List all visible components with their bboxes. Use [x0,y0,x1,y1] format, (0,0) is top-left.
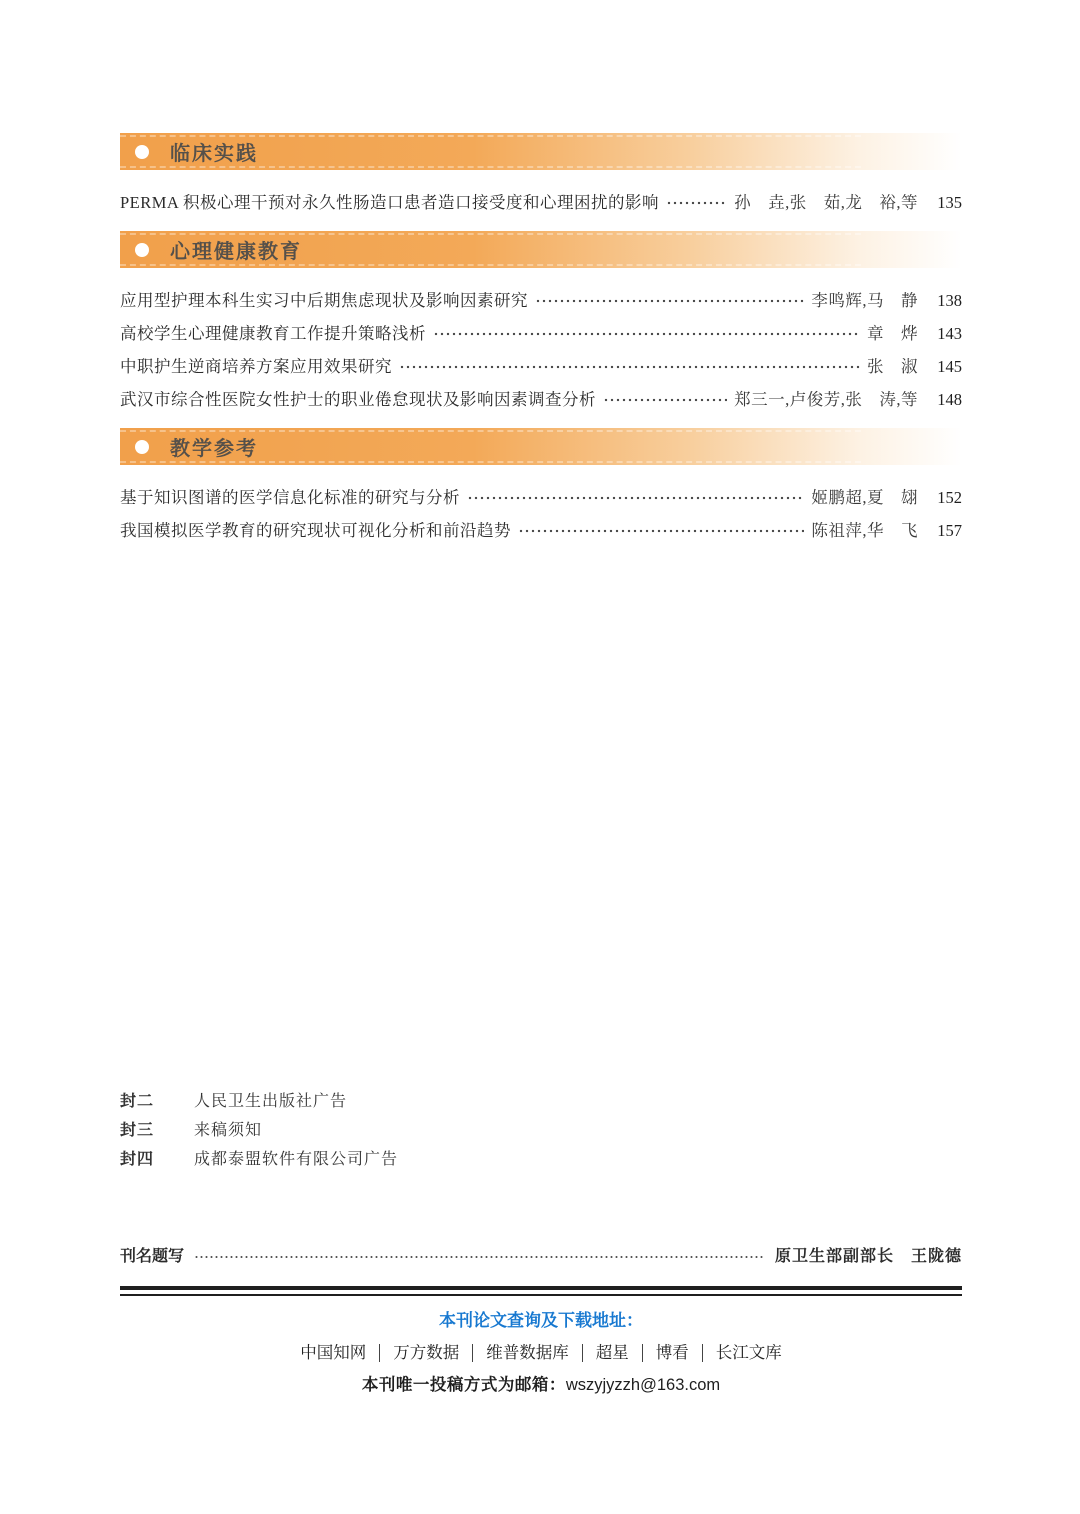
cover-text: 来稿须知 [194,1122,263,1139]
dot-leader [467,494,804,502]
cover-row [120,1087,962,1116]
article-title: 我国模拟医学教育的研究现状可视化分析和前沿趋势 [120,521,511,540]
circle-bullet-icon [135,440,149,454]
submission-email: wszyjyzzh@163.com [565,1376,721,1394]
article-title: 武汉市综合性医院女性护士的职业倦怠现状及影响因素调查分析 [120,390,596,409]
article-row [120,186,962,219]
dot-leader [399,363,860,371]
dot-leader [535,297,804,305]
section-teaching-reference [120,428,962,547]
cover-label: 封二 [120,1093,155,1110]
database-item: 长江文库 [715,1344,782,1362]
dot-leader [433,330,860,338]
cover-row [120,1145,962,1174]
article-page-number: 138 [937,291,962,310]
article-authors: 张 淑 [867,357,918,376]
section-header-mental-health-education [120,231,962,268]
dot-leader [194,1254,765,1260]
article-authors: 郑三一,卢俊芳,张 涛,等 [734,390,918,409]
database-item: 超星 [583,1344,643,1362]
article-page-number: 152 [937,488,962,507]
article-authors: 姬鹏超,夏 翃 [811,488,918,507]
article-authors: 孙 垚,张 茹,龙 裕,等 [734,193,918,212]
section-header-teaching-reference [120,428,962,465]
dot-leader [518,527,804,535]
double-rule-divider [120,1286,962,1296]
article-row [120,317,962,350]
footer-submission-line [120,1372,962,1398]
article-title: 中职护生逆商培养方案应用效果研究 [120,357,392,376]
article-title: 基于知识图谱的医学信息化标准的研究与分析 [120,488,460,507]
cover-listings [120,1087,962,1174]
database-item: 中国知网 [287,1344,380,1362]
footer [120,1308,962,1398]
article-page-number: 157 [937,521,962,540]
section-title: 教学参考 [170,438,258,460]
section-clinical-practice [120,133,962,219]
footer-database-list [120,1340,962,1366]
submission-label: 本刊唯一投稿方式为邮箱： [361,1376,566,1394]
article-title: 高校学生心理健康教育工作提升策略浅析 [120,324,426,343]
article-title: 应用型护理本科生实习中后期焦虑现状及影响因素研究 [120,291,528,310]
section-title: 心理健康教育 [170,241,302,263]
article-page-number: 143 [937,324,962,343]
article-authors: 陈祖萍,华 飞 [811,521,918,540]
article-page-number: 135 [937,193,962,212]
database-item: 维普数据库 [473,1344,583,1362]
article-row [120,284,962,317]
section-mental-health-education [120,231,962,416]
circle-bullet-icon [135,243,149,257]
article-page-number: 148 [937,390,962,409]
database-item: 博看 [643,1344,703,1362]
cover-label: 封四 [120,1151,155,1168]
cover-text: 成都泰盟软件有限公司广告 [194,1151,399,1168]
database-item: 万方数据 [380,1344,473,1362]
article-authors: 章 烨 [867,324,918,343]
circle-bullet-icon [135,145,149,159]
footer-query-title: 本刊论文查询及下载地址： [439,1311,643,1330]
inscription-credit: 原卫生部副部长 王陇德 [774,1248,962,1265]
dot-leader [666,199,727,207]
cover-text: 人民卫生出版社广告 [194,1093,348,1110]
section-header-clinical-practice [120,133,962,170]
article-authors: 李鸣辉,马 静 [811,291,918,310]
article-page-number: 145 [937,357,962,376]
dot-leader [603,396,727,404]
cover-label: 封三 [120,1122,155,1139]
inscription-row [120,1244,962,1270]
section-title: 临床实践 [170,143,258,165]
article-title: PERMA 积极心理干预对永久性肠造口患者造口接受度和心理困扰的影响 [120,193,660,212]
inscription-label: 刊名题写 [120,1248,185,1265]
article-row [120,481,962,514]
article-row [120,383,962,416]
article-row [120,350,962,383]
cover-row [120,1116,962,1145]
article-row [120,514,962,547]
